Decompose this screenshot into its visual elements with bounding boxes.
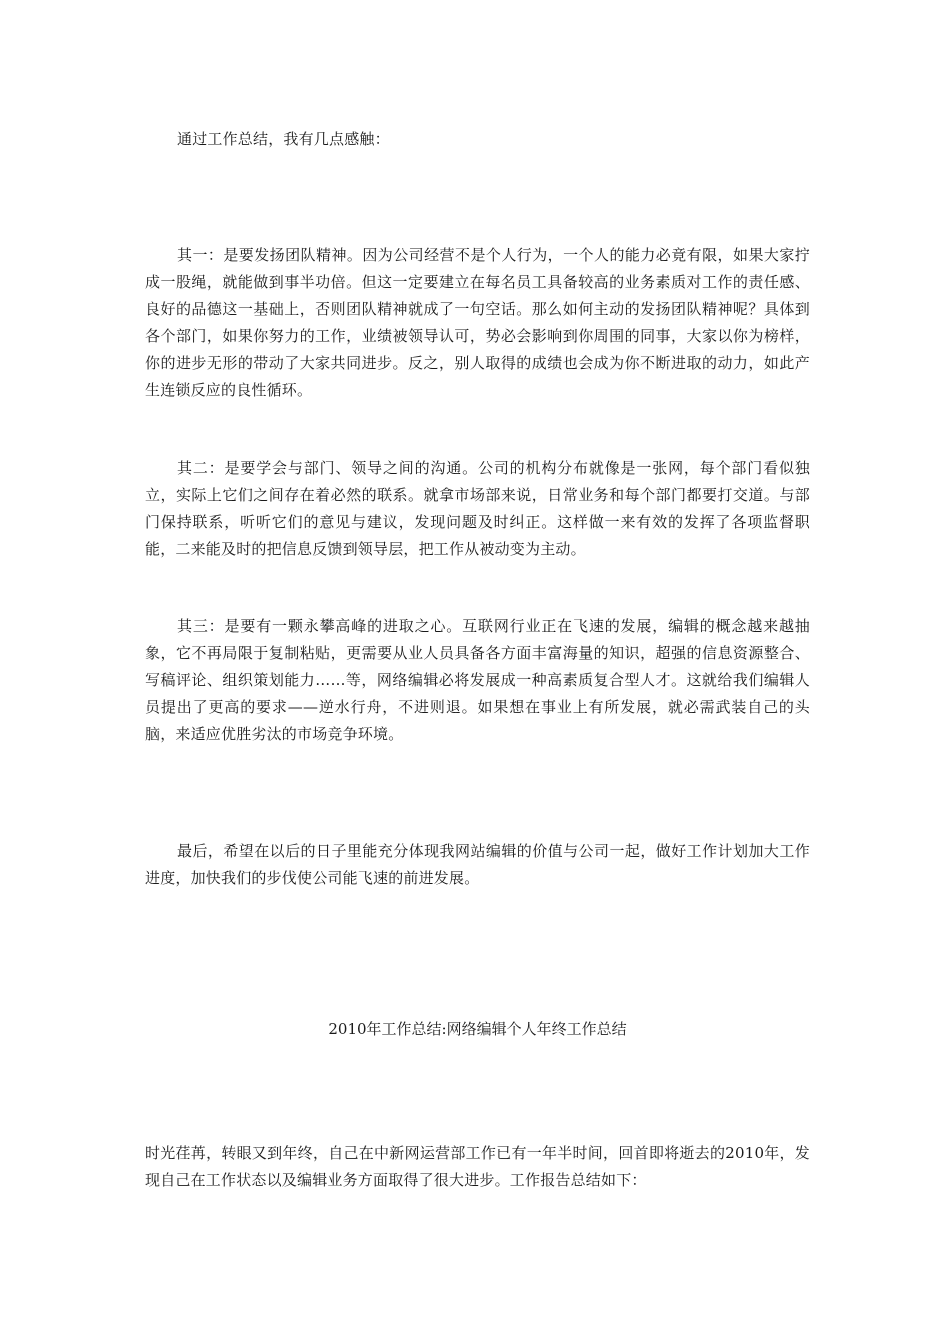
point-two-paragraph: 其二：是要学会与部门、领导之间的沟通。公司的机构分布就像是一张网，每个部门看似独立，实际上它们之间存在着必然的联系。就拿市场部来说，日常业务和每个部门都要打交道。与部门保持联系，听听它们的意见与建议，发现问题及时纠正。这样做一来有效的发挥了各项监督职能，二来能及时的把信息反馈到领导层，把工作从被动变为主动。 <box>145 459 810 558</box>
intro-paragraph: 通过工作总结，我有几点感触： <box>177 130 390 148</box>
section-title: 2010年工作总结:网络编辑个人年终工作总结 <box>328 1020 627 1038</box>
point-three-paragraph: 其三：是要有一颗永攀高峰的进取之心。互联网行业正在飞速的发展，编辑的概念越来越抽象，它不再局限于复制粘贴，更需要从业人员具备各方面丰富海量的知识，超强的信息资源整合、写稿评论、组织策划能力……等，网络编辑必将发展成一种高素质复合型人才。这就给我们编辑人员提出了更高的要求——逆水行舟，不进则退。如果想在事业上有所发展，就必需武装自己的头脑，来适应优胜劣汰的市场竞争环境。 <box>145 617 810 743</box>
closing-paragraph: 最后，希望在以后的日子里能充分体现我网站编辑的价值与公司一起，做好工作计划加大工作进度，加快我们的步伐使公司能飞速的前进发展。 <box>145 842 810 887</box>
section-body-paragraph: 时光荏苒，转眼又到年终，自己在中新网运营部工作已有一年半时间，回首即将逝去的2010年，发现自己在工作状态以及编辑业务方面取得了很大进步。工作报告总结如下： <box>145 1144 810 1189</box>
point-one-paragraph: 其一：是要发扬团队精神。因为公司经营不是个人行为，一个人的能力必竟有限，如果大家拧成一股绳，就能做到事半功倍。但这一定要建立在每名员工具备较高的业务素质对工作的责任感、良好的品德这一基础上，否则团队精神就成了一句空话。那么如何主动的发扬团队精神呢？具体到各个部门，如果你努力的工作，业绩被领导认可，势必会影响到你周围的同事，大家以你为榜样，你的进步无形的带动了大家共同进步。反之，别人取得的成绩也会成为你不断进取的动力，如此产生连锁反应的良性循环。 <box>145 246 810 399</box>
